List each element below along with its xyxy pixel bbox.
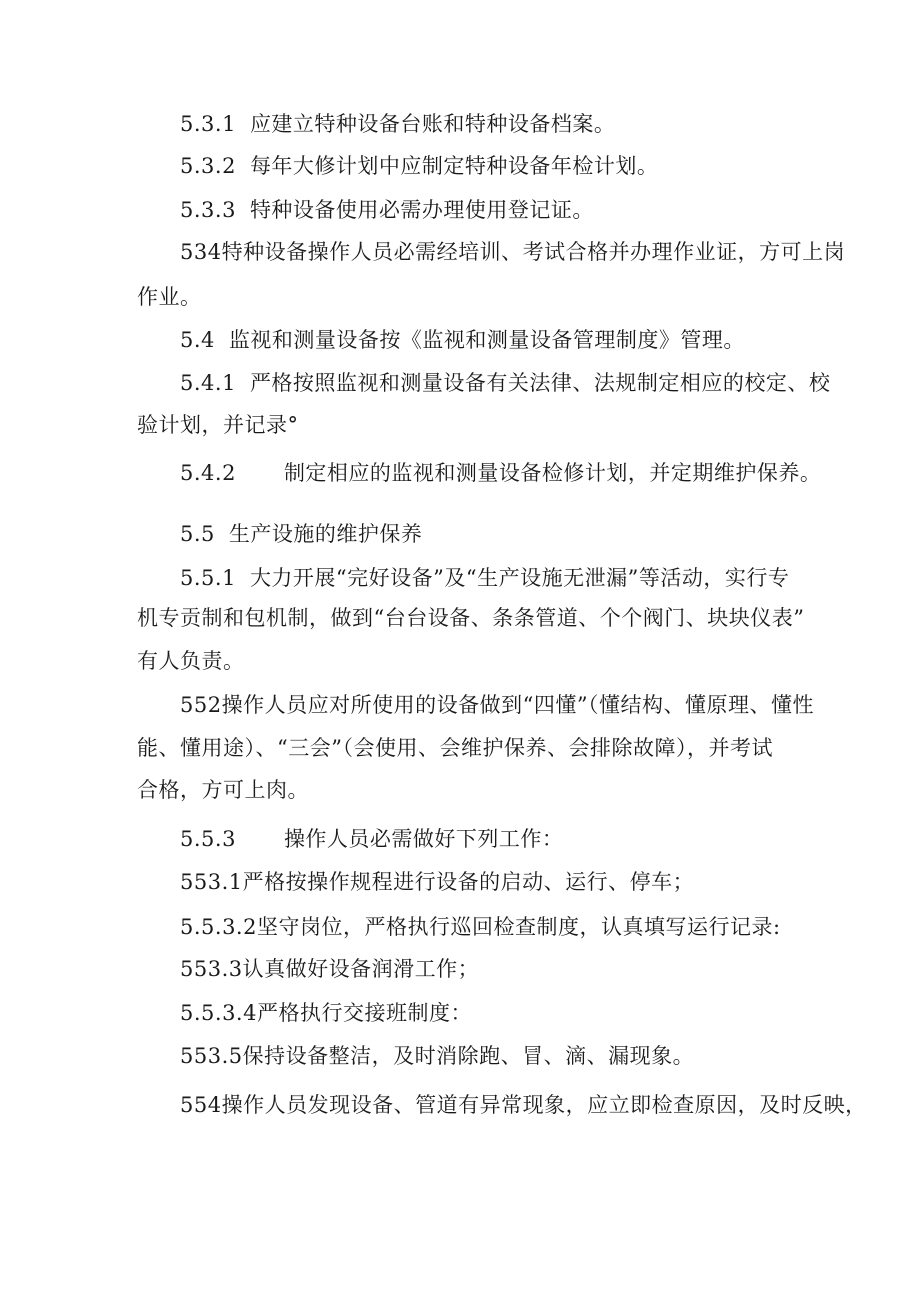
line-text: 有人负责。 — [137, 649, 245, 673]
line-text: 553.3认真做好设备润滑工作； — [180, 957, 480, 981]
line-text: 5.5.3.4严格执行交接班制度： — [180, 1001, 472, 1025]
paragraph-5-4-1-line-1 — [180, 369, 830, 397]
section-number: 5.3.3 — [180, 198, 236, 222]
paragraph-5-4 — [180, 326, 745, 354]
paragraph-5-5-1-line-3 — [137, 647, 245, 675]
line-text: 552操作人员应对所使用的设备做到“四懂”（懂结构、懂原理、懂性 — [180, 693, 815, 717]
line-text: 5.5.3.2坚守岗位，严格执行巡回检查制度，认真填写运行记录: — [180, 915, 781, 939]
section-number: 5.3.1 — [180, 112, 236, 136]
paragraph-5-5-3-2 — [180, 913, 781, 941]
paragraph-5-4-1-line-2 — [137, 411, 299, 439]
heading-5-5 — [180, 520, 422, 548]
line-text: 553.1严格按操作规程进行设备的启动、运行、停车； — [180, 870, 695, 894]
paragraph-5-5-3-4 — [180, 999, 472, 1027]
line-text: 监视和测量设备按《监视和测量设备管理制度》管理。 — [228, 328, 745, 352]
paragraph-5-5-3 — [180, 825, 563, 853]
line-text: 制定相应的监视和测量设备检修计划，并定期维护保养。 — [283, 461, 822, 485]
section-number: 5.4.1 — [180, 371, 236, 395]
line-text: 能、懂用途）、“三会”（会使用、会维护保养、会排除故障），并考试 — [137, 736, 773, 760]
line-text: 大力开展“完好设备”及“生产设施无泄漏”等活动，实行专 — [249, 566, 790, 590]
section-number: 5.5.3 — [180, 827, 236, 851]
line-text: 严格按照监视和测量设备有关法律、法规制定相应的校定、校 — [249, 371, 831, 395]
paragraph-5-4-2 — [180, 459, 821, 487]
paragraph-5-3-2 — [180, 152, 658, 180]
section-number: 5.5.1 — [180, 566, 236, 590]
section-number: 5.4.2 — [180, 461, 236, 485]
paragraph-5-5-1-line-2 — [137, 604, 804, 632]
paragraph-5-5-3-5 — [180, 1042, 694, 1070]
paragraph-5-3-1 — [180, 110, 615, 138]
paragraph-5-5-2-line-3 — [137, 776, 309, 804]
line-text: 特种设备使用必需办理使用登记证。 — [249, 198, 594, 222]
line-text: 554操作人员发现设备、管道有异常现象，应立即检查原因，及时反映， — [180, 1093, 867, 1117]
line-text: 合格，方可上肉。 — [137, 778, 309, 802]
paragraph-5-5-3-1 — [180, 868, 694, 896]
line-text: 553.5保持设备整洁，及时消除跑、冒、滴、漏现象。 — [180, 1044, 695, 1068]
line-text: 机专贡制和包机制，做到“台台设备、条条管道、个个阀门、块块仪表” — [137, 606, 805, 630]
line-text: 每年大修计划中应制定特种设备年检计划。 — [249, 154, 659, 178]
section-number: 5.5 — [180, 522, 215, 546]
line-text: 操作人员必需做好下列工作： — [283, 827, 564, 851]
line-text: 应建立特种设备台账和特种设备档案。 — [249, 112, 616, 136]
paragraph-5-3-4-line-2 — [137, 283, 202, 311]
paragraph-5-5-2-line-2 — [137, 734, 773, 762]
line-text: 作业。 — [137, 285, 202, 309]
paragraph-5-5-2-line-1 — [180, 691, 814, 719]
section-number: 5.4 — [180, 328, 215, 352]
line-text: 生产设施的维护保养 — [228, 522, 423, 546]
line-text: 534特种设备操作人员必需经培训、考试合格并办理作业证，方可上岗 — [180, 240, 846, 264]
line-text: 验计划，并记录° — [137, 413, 299, 437]
paragraph-5-3-4-line-1 — [180, 238, 845, 266]
section-number: 5.3.2 — [180, 154, 236, 178]
paragraph-5-3-3 — [180, 196, 594, 224]
paragraph-5-5-4-line-1 — [180, 1091, 867, 1119]
paragraph-5-5-3-3 — [180, 955, 479, 983]
paragraph-5-5-1-line-1 — [180, 564, 789, 592]
